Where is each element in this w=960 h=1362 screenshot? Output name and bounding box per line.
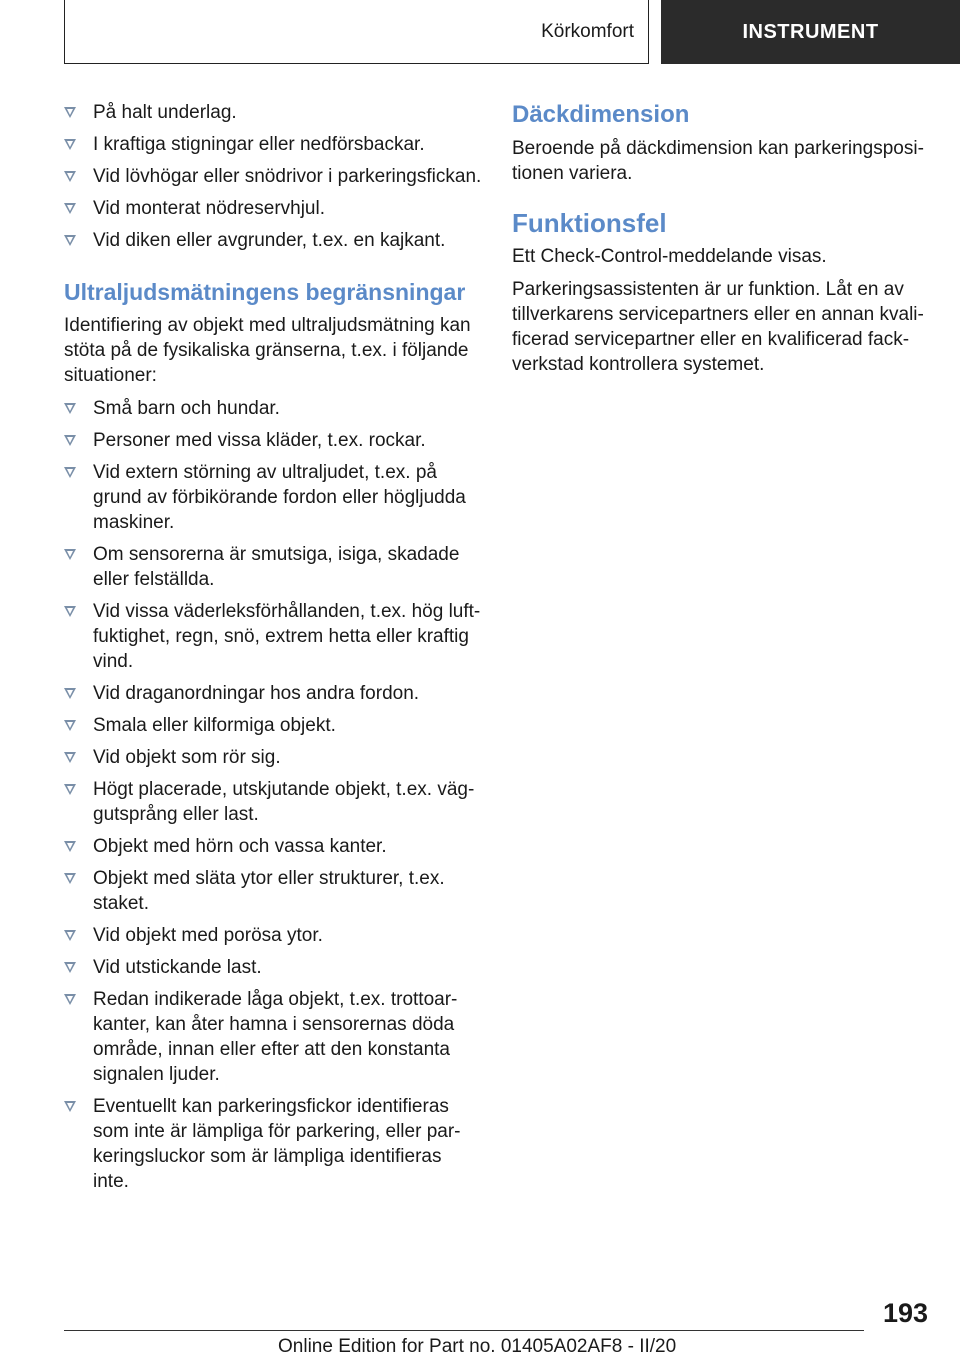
header-section-box <box>64 0 649 64</box>
list-item: Små barn och hundar. <box>64 396 482 421</box>
page-number: 193 <box>882 1298 928 1328</box>
list-item: Vid monterat nödreservhjul. <box>64 196 482 221</box>
triangle-bullet-icon <box>64 784 76 795</box>
triangle-bullet-icon <box>64 171 76 182</box>
list-item: Objekt med släta ytor eller strukturer, t.ex. staket. <box>64 866 482 916</box>
list-item: Vid extern störning av ultraljudet, t.ex. på grund av förbikörande fordon eller högljudda maskiner. <box>64 460 482 535</box>
triangle-bullet-icon <box>64 841 76 852</box>
footer-divider <box>64 1330 864 1331</box>
section-heading-limits: Ultraljudsmätningens begränsningar <box>64 279 466 305</box>
list-item: Vid lövhögar eller snödrivor i parkeringsfickan. <box>64 164 482 189</box>
malfunction-message-text: Ett Check-Control-meddelande visas. <box>512 246 827 267</box>
triangle-bullet-icon <box>64 873 76 884</box>
list-item: Objekt med hörn och vassa kanter. <box>64 834 482 859</box>
triangle-bullet-icon <box>64 203 76 214</box>
triangle-bullet-icon <box>64 435 76 446</box>
triangle-bullet-icon <box>64 930 76 941</box>
section-heading-tire-dimension: Däckdimension <box>512 101 690 128</box>
section-heading-malfunction: Funktionsfel <box>512 208 667 238</box>
list-item: Redan indikerade låga objekt, t.ex. trottoar-kanter, kan åter hamna i sensorernas döda område, innan eller efter att den konstanta signalen ljuder. <box>64 987 482 1087</box>
list-item: Vid draganordningar hos andra fordon. <box>64 681 482 706</box>
triangle-bullet-icon <box>64 403 76 414</box>
header-chapter-tab <box>661 0 960 64</box>
list-item: Vid vissa väderleksförhållanden, t.ex. hög luft-fuktighet, regn, snö, extrem hetta eller kraftig vind. <box>64 599 482 674</box>
limits-intro: Identifiering av objekt med ultraljudsmätning kan stöta på de fysikaliska gränserna, t.ex. i följande situationer: <box>64 315 471 386</box>
bullet-list-limits <box>64 396 482 1194</box>
triangle-bullet-icon <box>64 235 76 246</box>
triangle-bullet-icon <box>64 467 76 478</box>
list-item: Smala eller kilformiga objekt. <box>64 713 482 738</box>
list-item: Vid objekt med porösa ytor. <box>64 923 482 948</box>
list-item: Personer med vissa kläder, t.ex. rockar. <box>64 428 482 453</box>
triangle-bullet-icon <box>64 752 76 763</box>
list-item: Högt placerade, utskjutande objekt, t.ex. väg-gutsprång eller last. <box>64 777 482 827</box>
list-item: Om sensorerna är smutsiga, isiga, skadade eller felställda. <box>64 542 482 592</box>
header-section-title: Körkomfort <box>541 20 634 42</box>
list-item: I kraftiga stigningar eller nedförsbackar. <box>64 132 482 157</box>
triangle-bullet-icon <box>64 139 76 150</box>
bullet-list-conditions <box>64 100 482 253</box>
right-column <box>512 100 932 385</box>
triangle-bullet-icon <box>64 688 76 699</box>
triangle-bullet-icon <box>64 962 76 973</box>
triangle-bullet-icon <box>64 107 76 118</box>
triangle-bullet-icon <box>64 549 76 560</box>
footer-edition: Online Edition for Part no. 01405A02AF8 - II/20 <box>278 1336 677 1357</box>
header-chapter-title: INSTRUMENT <box>742 20 879 43</box>
tire-dimension-text: Beroende på däckdimension kan parkeringsposi-tionen variera. <box>512 138 924 184</box>
list-item: På halt underlag. <box>64 100 482 125</box>
malfunction-instruction-text: Parkeringsassistenten är ur funktion. Låt en av tillverkarens servicepartners eller en annan kvali-ficerad servicepartner eller en kvalificerad fack-verkstad kontrollera systemet. <box>512 279 924 375</box>
triangle-bullet-icon <box>64 606 76 617</box>
list-item: Vid diken eller avgrunder, t.ex. en kajkant. <box>64 228 482 253</box>
triangle-bullet-icon <box>64 994 76 1005</box>
triangle-bullet-icon <box>64 720 76 731</box>
list-item: Vid objekt som rör sig. <box>64 745 482 770</box>
list-item: Vid utstickande last. <box>64 955 482 980</box>
left-column <box>64 100 482 1201</box>
list-item: Eventuellt kan parkeringsfickor identifieras som inte är lämpliga för parkering, eller par-keringsluckor som är lämpliga identifieras inte. <box>64 1094 482 1194</box>
triangle-bullet-icon <box>64 1101 76 1112</box>
